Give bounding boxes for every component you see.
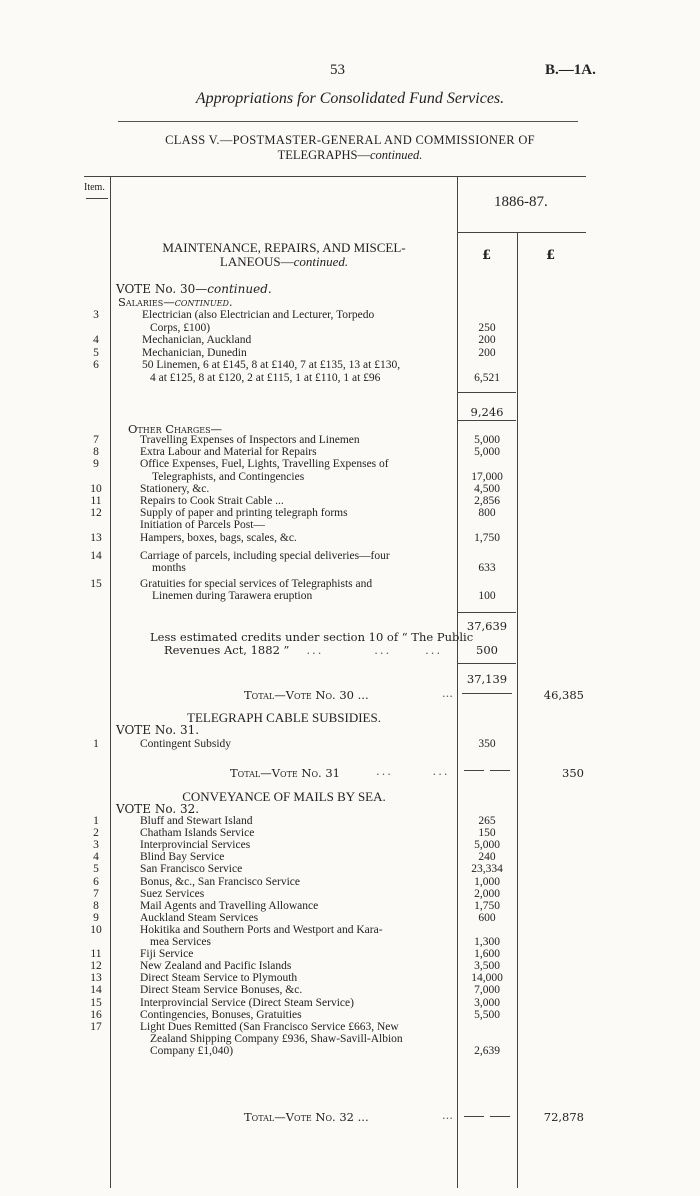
item-description: Bonus, &c., San Francisco Service [140,875,301,888]
item-description: Mechanician, Auckland [142,334,252,347]
list-item [0,458,700,470]
item-description: Extra Labour and Material for Repairs [140,446,317,459]
less-credits-line1: Less estimated credits under section 10 of “ The Public [150,630,474,644]
vote31-total-dots: ... ... [376,764,450,778]
list-item [0,322,700,334]
item-description: Office Expenses, Fuel, Lights, Travelling Expenses of [140,458,389,471]
item-description: Gratuities for special services of Telegraphists and [140,578,373,591]
item-number: 4 [93,334,99,347]
item-amount: 2,856 [474,495,500,507]
other-charges-label: Other Charges— [128,422,223,436]
item-number: 16 [90,1008,102,1021]
maintenance-heading-line1: MAINTENANCE, REPAIRS, AND MISCEL- [162,240,406,255]
rule-top [118,121,578,122]
item-amount: 1,000 [474,875,500,888]
page-title: Appropriations for Consolidated Fund Services. [195,90,505,107]
list-item [0,532,700,544]
list-item [0,446,700,458]
list-item [0,562,700,574]
item-number: 14 [90,549,102,562]
item-amount: 200 [478,334,496,347]
item-number: 9 [93,458,99,471]
item-number: 10 [90,923,102,936]
item-number: 12 [90,507,102,520]
item-amount: 4,500 [474,482,500,495]
list-item [0,550,700,562]
year-header-rule [458,232,586,233]
item-description: Direct Steam Service to Plymouth [140,972,298,985]
item-description: Repairs to Cook Strait Cable ... [140,495,284,507]
item-amount: 350 [478,738,496,750]
net-rule [458,663,516,664]
item-number: 1 [93,815,99,827]
item-amount: 3,000 [474,996,500,1009]
item-number: 11 [90,948,102,961]
item-number: 4 [93,851,99,864]
item-number: 10 [90,482,102,495]
item-number: 13 [90,972,102,985]
list-item [0,309,700,321]
salaries-subtotal-rule-2 [458,420,516,421]
cable-heading: TELEGRAPH CABLE SUBSIDIES. [187,710,381,725]
item-description: 4 at £125, 8 at £120, 2 at £115, 1 at £110, 1 at £96 [150,372,381,384]
item-number: 17 [90,1020,102,1033]
item-number: 12 [90,960,102,973]
item-amount: 2,639 [474,1044,500,1057]
item-amount: 14,000 [471,972,503,985]
item-description: Fiji Service [140,948,194,961]
list-item [0,948,700,960]
item-amount: 6,521 [474,372,500,384]
list-item [0,815,700,827]
vote30-label: VOTE No. 30—continued. [116,282,272,296]
item-description: Carriage of parcels, including special deliveries—four [140,549,390,562]
less-credits-amount: 500 [476,643,498,657]
item-amount: 5,500 [474,1008,500,1021]
list-item [0,519,700,531]
item-description: Linemen during Tarawera eruption [152,590,313,603]
item-amount: 1,750 [474,899,500,912]
list-item [0,507,700,519]
item-number: 6 [93,875,99,888]
vote30-total-dots: ... [442,686,453,700]
vote31-total-rule-b [490,770,510,771]
salaries-label: Salaries—continued. [118,295,233,309]
item-description: Hampers, boxes, bags, scales, &c. [140,531,297,544]
item-amount: 600 [478,911,496,924]
item-number: 1 [93,738,99,750]
item-description: Blind Bay Service [140,851,225,864]
item-amount: 5,000 [474,446,500,459]
item-number: 7 [93,887,99,900]
mails-heading: CONVEYANCE OF MAILS BY SEA. [182,789,386,804]
vote31-total-label: Total—Vote No. 31 [230,766,340,780]
item-description: mea Services [150,936,211,948]
item-number: 15 [90,578,102,591]
list-item [0,960,700,972]
list-item [0,912,700,924]
item-amount: 265 [478,815,496,827]
item-amount: 5,000 [474,434,500,446]
list-item [0,738,700,750]
vote30-subtotal: 37,639 [466,619,508,633]
list-item [0,578,700,590]
item-number: 13 [90,531,102,544]
list-item [0,997,700,1009]
list-item [0,863,700,875]
vote32-total-rule-b [490,1116,510,1117]
vote32-total-dots: ... [442,1108,453,1122]
vote30-total: 46,385 [543,688,584,702]
item-description: Travelling Expenses of Inspectors and Linemen [140,434,360,446]
list-item [0,984,700,996]
item-number: 7 [93,434,99,446]
item-amount: 200 [478,346,496,359]
item-description: Contingent Subsidy [140,738,232,750]
item-description: Direct Steam Service Bonuses, &c. [140,984,303,997]
item-amount: 250 [478,321,496,334]
list-item [0,434,700,446]
list-item [0,851,700,863]
item-description: Suez Services [140,887,205,900]
salaries-subtotal-rule [458,392,516,393]
item-amount: 23,334 [471,863,503,876]
page-number: 53 [330,62,345,78]
item-amount: 2,000 [474,887,500,900]
item-number: 3 [93,309,99,321]
item-description: Interprovincial Service (Direct Steam Service) [140,996,354,1009]
list-item [0,888,700,900]
item-description: Interprovincial Services [140,839,251,852]
item-description: Auckland Steam Services [140,911,259,924]
item-description: San Francisco Service [140,863,243,876]
vote30-total-rule [462,693,512,694]
item-amount: 150 [478,827,496,840]
item-description: Mail Agents and Travelling Allowance [140,899,319,912]
list-item [0,876,700,888]
item-amount: 800 [478,507,496,520]
item-description: 50 Linemen, 6 at £145, 8 at £140, 7 at £135, 13 at £130, [142,359,401,372]
item-amount: 3,500 [474,960,500,973]
item-amount: 1,750 [474,531,500,544]
vote30-total-label: Total—Vote No. 30 ... [244,688,369,702]
list-item [0,359,700,371]
item-number: 5 [93,863,99,876]
item-number: 8 [93,446,99,459]
maintenance-heading-line2: LANEOUS—continued. [219,254,349,269]
item-number: 5 [93,346,99,359]
item-number: 11 [90,495,102,507]
vote30-net: 37,139 [466,672,508,686]
item-amount: 17,000 [471,470,503,483]
item-number: 6 [93,359,99,372]
item-column-header: Item. [84,182,105,193]
item-description: Contingencies, Bonuses, Gratuities [140,1008,302,1021]
document-reference: B.—1A. [545,62,596,78]
list-item [0,471,700,483]
list-item [0,827,700,839]
item-description: Light Dues Remitted (San Francisco Service £663, New [140,1020,399,1033]
list-item [0,1033,700,1045]
item-amount: 100 [478,590,496,603]
vote31-label: VOTE No. 31. [116,723,200,737]
item-number: 2 [93,827,99,840]
list-item [0,372,700,384]
other-subtotal-rule [458,612,516,613]
item-description: months [152,562,186,574]
item-description: Company £1,040) [150,1044,234,1057]
vote31-total-rule-a [464,770,484,771]
salaries-subtotal: 9,246 [470,405,504,419]
item-description: Electrician (also Electrician and Lecturer, Torpedo [142,309,375,321]
item-description: New Zealand and Pacific Islands [140,960,292,973]
vote32-total: 72,878 [543,1110,584,1124]
list-item [0,590,700,602]
vote32-total-rule-a [464,1116,484,1117]
vote32-total-label: Total—Vote No. 32 ... [244,1110,369,1124]
list-item [0,900,700,912]
item-description: Stationery, &c. [140,482,210,495]
pound-sign-col1: £ [482,248,492,263]
item-amount: 633 [478,562,496,574]
item-amount: 5,000 [474,839,500,852]
item-description: Telegraphists, and Contingencies [152,470,305,483]
item-amount: 1,600 [474,948,500,961]
item-description: Chatham Islands Service [140,827,255,840]
item-description: Corps, £100) [150,321,211,334]
list-item [0,1045,700,1057]
item-description: Initiation of Parcels Post— [140,519,265,532]
item-description: Hokitika and Southern Ports and Westport and Kara- [140,923,383,936]
vote31-total: 350 [562,766,584,780]
item-number: 8 [93,899,99,912]
pound-sign-col2: £ [546,248,556,263]
list-item [0,936,700,948]
list-item [0,924,700,936]
item-number: 9 [93,911,99,924]
item-number: 3 [93,839,99,852]
less-credits-line2: Revenues Act, 1882 ” ... ... ... [164,643,443,657]
item-description: Supply of paper and printing telegraph forms [140,507,348,520]
item-description: Bluff and Stewart Island [140,815,253,827]
list-item [0,972,700,984]
vote32-label: VOTE No. 32. [116,802,200,816]
item-description: Zealand Shipping Company £936, Shaw-Savill-Albion [150,1032,403,1045]
list-item [0,495,700,507]
class-heading-line2: TELEGRAPHS—continued. [277,148,423,162]
item-description: Mechanician, Dunedin [142,346,247,359]
item-number: 15 [90,996,102,1009]
class-heading-line1: CLASS V.—POSTMASTER-GENERAL AND COMMISSIONER OF [165,133,535,147]
list-item [0,1021,700,1033]
item-amount: 7,000 [474,984,500,997]
item-header-underline [86,198,108,199]
list-item [0,1009,700,1021]
item-amount: 1,300 [474,936,500,948]
list-item [0,347,700,359]
item-amount: 240 [478,851,496,864]
list-item [0,483,700,495]
table-top-rule [84,176,586,177]
list-item [0,334,700,346]
list-item [0,839,700,851]
year-header: 1886-87. [494,194,548,210]
item-number: 14 [90,984,102,997]
